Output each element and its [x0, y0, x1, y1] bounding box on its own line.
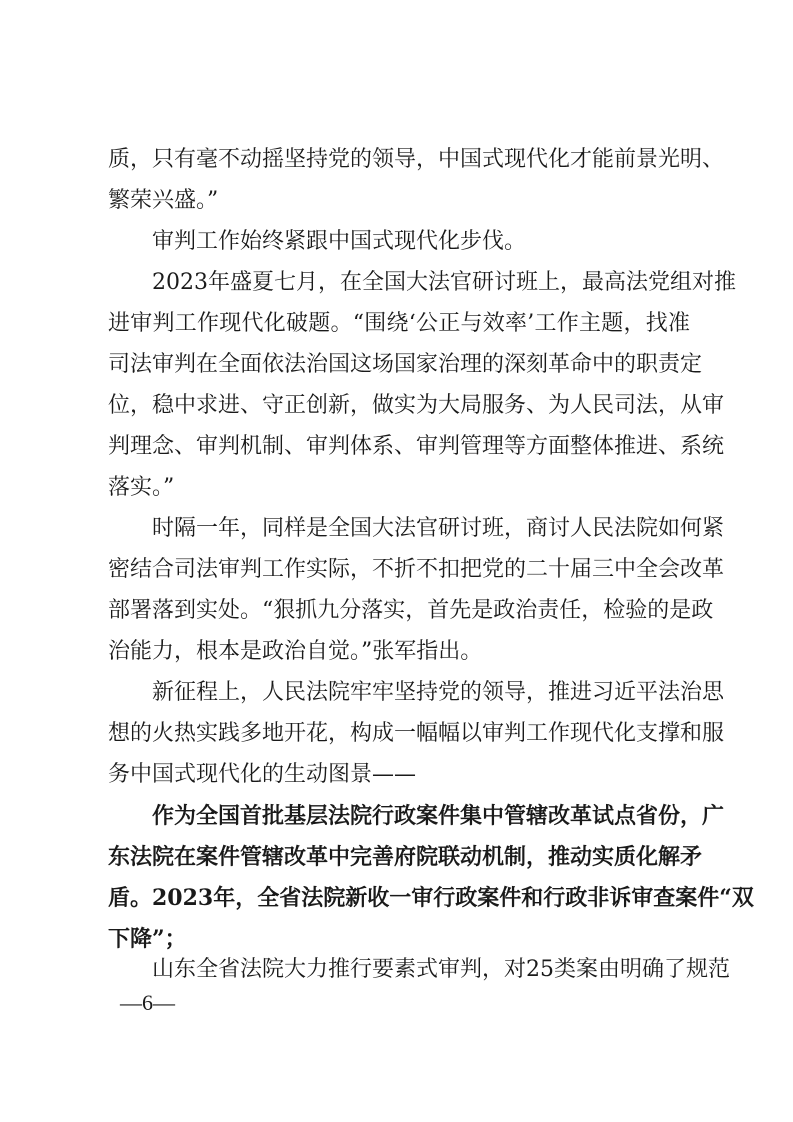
text-line: 繁荣兴盛。”: [108, 188, 219, 213]
text-line: 位，稳中求进、守正创新，做实为大局服务、为人民司法，从审: [108, 393, 725, 418]
text-line: 务中国式现代化的生动图景——: [108, 762, 417, 787]
text-line: 判理念、审判机制、审判体系、审判管理等方面整体推进、系统: [108, 434, 725, 459]
text-line: 治能力，根本是政治自觉。”张军指出。: [108, 639, 483, 664]
text-line: 2023年盛夏七月，在全国大法官研讨班上，最高法党组对推: [152, 270, 736, 295]
text-line: 落实。”: [108, 475, 175, 500]
text-line: 密结合司法审判工作实际，不折不扣把党的二十届三中全会改革: [108, 557, 725, 582]
text-line: 部署落到实处。“狠抓九分落实，首先是政治责任，检验的是政: [108, 598, 714, 623]
text-line: 新征程上，人民法院牢牢坚持党的领导，推进习近平法治思: [152, 680, 725, 705]
bold-text-line: 盾。2023年，全省法院新收一审行政案件和行政非诉审查案件“双: [108, 885, 754, 911]
page-number: —6—: [120, 990, 175, 1015]
text-line: 时隔一年，同样是全国大法官研讨班，商讨人民法院如何紧: [152, 516, 725, 541]
bold-text-line: 作为全国首批基层法院行政案件集中管辖改革试点省份，广: [152, 803, 725, 829]
text-line: 质，只有毫不动摇坚持党的领导，中国式现代化才能前景光明、: [108, 147, 725, 172]
text-line: 进审判工作现代化破题。“围绕‘公正与效率’工作主题，找准: [108, 311, 690, 336]
text-line: 想的火热实践多地开花，构成一幅幅以审判工作现代化支撑和服: [108, 721, 725, 746]
bold-text-line: 下降”；: [108, 926, 187, 952]
text-line: 山东全省法院大力推行要素式审判，对25类案由明确了规范: [152, 957, 730, 982]
text-line: 司法审判在全面依法治国这场国家治理的深刻革命中的职责定: [108, 352, 703, 377]
text-line: 审判工作始终紧跟中国式现代化步伐。: [152, 229, 527, 254]
bold-text-line: 东法院在案件管辖改革中完善府院联动机制，推动实质化解矛: [108, 844, 703, 870]
